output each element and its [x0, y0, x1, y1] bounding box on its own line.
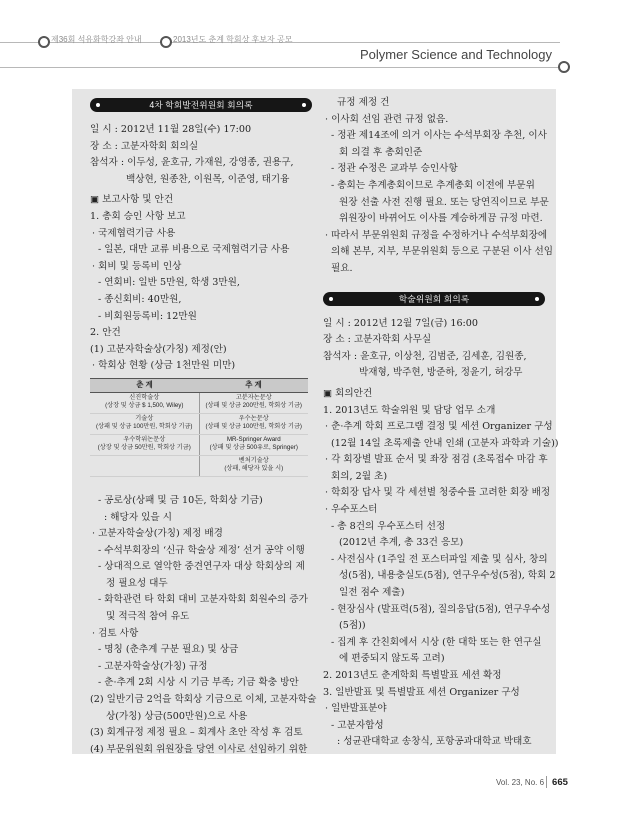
dash-item-cont: (2012년 추계, 총 33건 응모) — [339, 537, 464, 549]
header-nav-prev[interactable]: 제36회 석유화학강좌 안내 — [51, 35, 142, 44]
bullet-item: · 학회상 현황 (상금 1천만원 미만) — [92, 360, 236, 372]
bullet-item-cont: 회의, 2월 초) — [331, 470, 388, 482]
dash-item: - 종신회비: 40만원, — [98, 293, 182, 305]
header-ring-icon — [558, 61, 570, 73]
dash-item: - 화학관련 타 학회 대비 고분자학회 회원수의 증가 — [98, 594, 308, 606]
bullet-item: · 이사회 선임 관련 규정 없음. — [325, 113, 449, 125]
dash-item: - 정관 수정은 교과부 승인사항 — [331, 163, 458, 175]
table-row — [90, 455, 308, 476]
dash-item: - 연회비: 일반 5만원, 학생 3만원, — [98, 277, 240, 289]
table-cell — [199, 413, 308, 434]
dash-item: - 수석부회장의 ‘신규 학술상 제정’ 선거 공약 이행 — [98, 544, 305, 556]
table-row — [90, 413, 308, 434]
page-number: 665 — [552, 777, 568, 788]
bullet-item: · 검토 사항 — [92, 627, 139, 639]
bullet-item: · 우수포스터 — [325, 504, 378, 516]
header-rule-bottom — [0, 67, 560, 68]
award-detail: (상패 및 상금 100만원, 학회상 기금) — [205, 422, 302, 430]
award-detail: (상패 및 상금 500유로, Springer) — [209, 443, 298, 451]
dash-item: - 고분자학술상(가칭) 규정 — [98, 660, 208, 672]
footer — [496, 777, 568, 788]
award-detail: (상패 및 상금 200만원, 학회상 기금) — [205, 401, 302, 409]
award-name: 기술상 — [135, 414, 154, 422]
section-bar-title: 4차 학회발전위원회 회의록 — [149, 100, 253, 110]
dash-item: - 정관 제14조에 의거 이사는 수석부회장 추천, 이사 — [331, 130, 547, 142]
dash-item-cont: 성(5점), 내용충실도(5점), 연구우수성(5점), 학회 2 — [339, 570, 556, 582]
meeting-place: 장 소 : 고분자학회 회의실 — [90, 140, 199, 152]
sub-item: (4) 부문위원회 위원장을 당연 이사로 선임하기 위한 — [90, 743, 308, 755]
dash-item: - 공로상(상패 및 금 10돈, 학회상 기금) — [98, 494, 263, 506]
dash-item-cont: 회 의결 후 총회인준 — [339, 146, 423, 158]
meeting-date: 일 시 : 2012년 11월 28일(수) 17:00 — [90, 124, 252, 135]
table-header-spring: 춘 계 — [90, 378, 199, 392]
bullet-item-cont: (12월 14일 초록제출 안내 인쇄 (고분자 과학과 기술)) — [331, 437, 559, 449]
dash-item: - 총회는 추계총회이므로 추계총회 이전에 부문위 — [331, 179, 535, 191]
bullet-item: · 고분자학술상(가칭) 제정 배경 — [92, 528, 223, 540]
meeting-attendees: 참석자 : 윤호규, 이상천, 김범준, 김세훈, 김원종, — [323, 350, 527, 362]
bullet-item: · 국제협력기금 사용 — [92, 227, 176, 239]
sub-item: (3) 회계규정 제정 필요 – 회계사 초안 작성 후 검토 — [90, 727, 303, 739]
dash-item: - 일본, 대만 교류 비용으로 국제협력기금 사용 — [98, 244, 290, 256]
section-bar-development-committee — [90, 98, 312, 112]
section-bar-title: 학술위원회 회의록 — [398, 293, 470, 304]
dash-item-cont: 정 필요성 대두 — [106, 577, 168, 589]
table-cell — [90, 455, 199, 476]
item-heading: 2. 안건 — [90, 327, 121, 339]
dash-item: - 총 8건의 우수포스터 선정 — [331, 520, 446, 532]
dash-item-cont: 원장 선출 사전 진행 필요. 또는 당연직이므로 부문 — [339, 196, 549, 208]
bullet-item: · 학회장 답사 및 각 세션별 청중수를 고려한 회장 배정 — [325, 487, 551, 499]
right-column — [323, 95, 559, 751]
table-cell — [199, 455, 308, 476]
dash-item-cont: 위원장이 바뀌어도 이사를 계승하게끔 규정 마련. — [339, 213, 543, 225]
header-ring-icon — [38, 36, 50, 48]
bullet-dot-icon — [96, 103, 100, 107]
bullet-item: · 일반발표분야 — [325, 703, 387, 715]
table-row — [90, 392, 308, 413]
table-header-fall: 추 계 — [199, 378, 308, 392]
left-column — [90, 96, 317, 758]
award-detail: (상장 및 상금 $ 1,500, Wiley) — [105, 401, 184, 409]
bullet-item-cont: 필요. — [331, 262, 353, 274]
award-detail: (상장 및 상금 50만원, 학회상 기금) — [97, 443, 191, 451]
awards-table — [90, 378, 308, 477]
table-cell — [90, 413, 199, 434]
award-detail: (상패 및 상금 100만원, 학회상 기금) — [96, 422, 193, 430]
table-cell — [90, 434, 199, 455]
table-cell — [199, 434, 308, 455]
bullet-dot-icon — [329, 297, 333, 301]
section-heading: ▣ 회의안건 — [323, 387, 373, 399]
bullet-item-cont: 의해 본부, 지부, 부문위원회 등으로 구분된 이사 선임 — [331, 246, 554, 258]
meeting-attendees-cont: 박재형, 박주현, 방준하, 정윤기, 허강무 — [359, 367, 523, 379]
bullet-item: · 따라서 부문위원회 규정을 수정하거나 수석부회장에 — [325, 229, 548, 241]
award-name: 벤처기술상 — [238, 456, 269, 464]
dash-item-cont: 일전 점수 제출) — [339, 587, 405, 599]
item-heading: 1. 총회 승인 사항 보고 — [90, 210, 186, 222]
journal-title: Polymer Science and Technology — [360, 47, 552, 62]
meeting-attendees-cont: 백상현, 원종찬, 이원목, 이준영, 태기융 — [126, 173, 290, 185]
header-ring-icon — [160, 36, 172, 48]
award-name: 우수학위논문상 — [123, 435, 166, 443]
section-bar-academic-committee — [323, 292, 545, 306]
dash-item: - 비회원등록비: 12만원 — [98, 310, 197, 322]
dash-item-cont: 에 편중되지 않도록 고려) — [339, 653, 445, 665]
meeting-date: 일 시 : 2012년 12월 7일(금) 16:00 — [323, 317, 478, 329]
item-heading: 2. 2013년도 춘계학회 특별발표 세션 확정 — [323, 670, 502, 681]
bullet-dot-icon — [535, 297, 539, 301]
item-heading: 1. 2013년도 학술위원 및 담당 업무 소개 — [323, 404, 496, 416]
dash-item: - 상대적으로 열악한 중견연구자 대상 학회상의 제 — [98, 561, 305, 573]
bullet-item: · 각 회장별 발표 순서 및 좌장 점검 (초록접수 마감 후 — [325, 454, 548, 466]
dash-item: - 현장심사 (발표력(5점), 질의응답(5점), 연구우수성 — [331, 603, 551, 615]
table-header-row — [90, 378, 308, 392]
sub-item: (2) 일반기금 2억을 학회상 기금으로 이체, 고분자학술 — [90, 694, 317, 706]
table-cell — [199, 392, 308, 413]
volume-info: Vol. 23, No. 6 — [496, 778, 545, 787]
award-detail: (상패, 해당자 있을 시) — [224, 464, 284, 472]
dash-item: - 고분자합성 — [331, 719, 384, 731]
dash-item-cont: : 해당자 있을 시 — [104, 511, 172, 523]
item-heading: 3. 일반발표 및 특별발표 세션 Organizer 구성 — [323, 686, 520, 698]
dash-item: - 명칭 (춘추계 구분 필요) 및 상금 — [98, 644, 239, 656]
header-nav-next[interactable]: 2013년도 춘계 학회상 후보자 공모 — [173, 35, 293, 44]
bullet-dot-icon — [302, 103, 306, 107]
sub-item-cont: 상(가칭) 상금(500만원)으로 사용 — [106, 710, 248, 722]
table-row — [90, 434, 308, 455]
dash-item: - 사전심사 (1주일 전 포스터파일 제출 및 심사, 창의 — [331, 553, 548, 565]
sub-item: (1) 고분자학술상(가칭) 제정(안) — [90, 343, 227, 355]
award-name: 신진학술상 — [129, 393, 160, 401]
bullet-item: · 회비 및 등록비 인상 — [92, 260, 182, 272]
dash-item: - 집계 후 간친회에서 시상 (한 대학 또는 한 연구실 — [331, 636, 542, 648]
sub-item-cont: 규정 제정 건 — [337, 97, 390, 108]
award-name: 우수논문상 — [238, 414, 269, 422]
section-heading: ▣ 보고사항 및 안건 — [90, 194, 174, 206]
table-cell — [90, 392, 199, 413]
award-name: 고분자논문상 — [235, 393, 272, 401]
bullet-item: · 춘·추계 학회 프로그램 결정 및 세션 Organizer 구성 — [325, 421, 553, 433]
award-name: MR-Springer Award — [226, 435, 281, 443]
dash-item: - 춘·추계 2회 시상 시 기금 부족; 기금 확충 방안 — [98, 677, 299, 689]
meeting-place: 장 소 : 고분자학회 사무실 — [323, 334, 432, 346]
dash-item-cont: : 성균관대학교 송창식, 포항공과대학교 박태호 — [337, 736, 532, 748]
dash-item-cont: 및 적극적 참여 유도 — [106, 611, 190, 623]
meeting-attendees: 참석자 : 이두성, 윤호규, 가재원, 강영종, 권용구, — [90, 157, 294, 169]
dash-item-cont: (5점)) — [339, 620, 366, 632]
